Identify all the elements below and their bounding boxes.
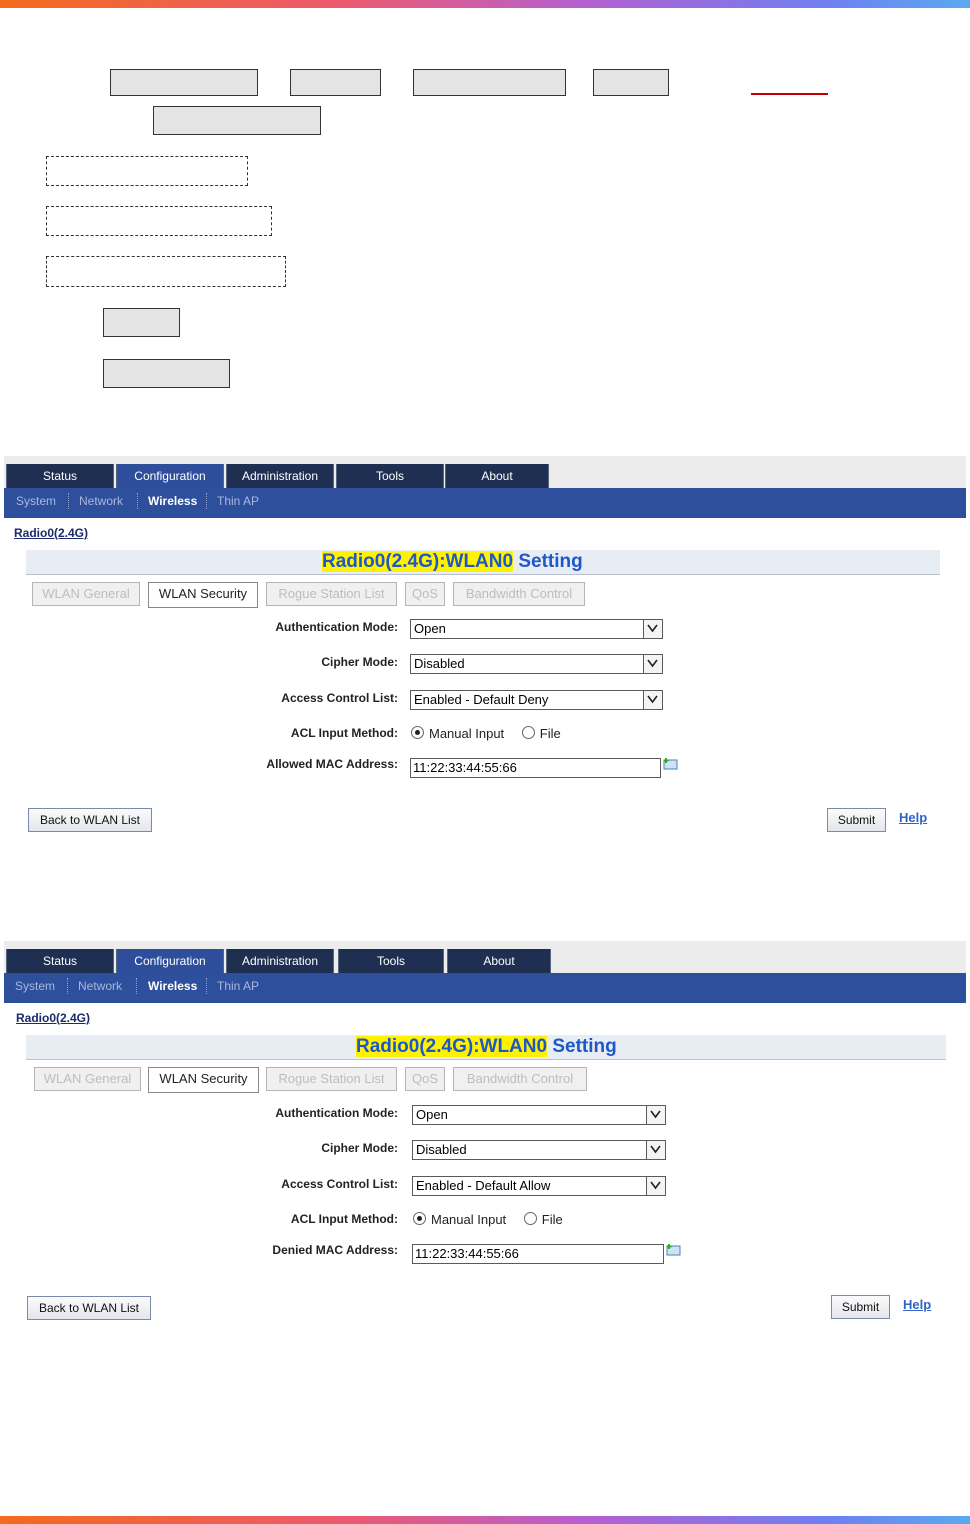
add-entry-icon[interactable] xyxy=(663,757,678,770)
subnav-network[interactable]: Network xyxy=(79,494,124,508)
auth-mode-select[interactable] xyxy=(412,1105,666,1125)
cipher-mode-select[interactable] xyxy=(412,1140,666,1160)
section-tab-wlan-security[interactable]: WLAN Security xyxy=(148,1067,259,1093)
config-panel-2 xyxy=(4,941,966,1321)
subnav-network[interactable]: Network xyxy=(78,979,123,993)
subnav-system[interactable]: System xyxy=(16,494,57,508)
chevron-down-icon xyxy=(646,1141,665,1159)
back-to-wlan-list-button[interactable]: Back to WLAN List xyxy=(27,1296,151,1320)
radio-breadcrumb-link[interactable]: Radio0(2.4G) xyxy=(14,526,89,540)
acl-input-method-group xyxy=(413,1211,563,1227)
subnav-separator xyxy=(67,978,69,994)
page-title-band xyxy=(26,550,940,575)
radio-breadcrumb-link[interactable]: Radio0(2.4G) xyxy=(16,1011,91,1025)
acl-select[interactable] xyxy=(410,690,663,710)
redacted-block xyxy=(110,69,258,96)
acl-value: Enabled - Default Deny xyxy=(414,692,549,707)
help-link[interactable]: Help xyxy=(899,810,928,825)
section-tab-rogue-station-list[interactable]: Rogue Station List xyxy=(266,582,397,606)
acl-label: Access Control List: xyxy=(281,691,398,705)
auth-mode-label: Authentication Mode: xyxy=(275,620,398,634)
section-tab-wlan-security[interactable]: WLAN Security xyxy=(148,582,258,608)
file-option[interactable]: File xyxy=(539,726,561,741)
redacted-block xyxy=(413,69,566,96)
section-tab-wlan-general[interactable]: WLAN General xyxy=(34,1067,141,1091)
cipher-mode-label: Cipher Mode: xyxy=(321,655,398,669)
redacted-dashed-box xyxy=(46,256,286,287)
auth-mode-label: Authentication Mode: xyxy=(275,1106,398,1120)
manual-input-option[interactable]: Manual Input xyxy=(429,726,505,741)
auth-mode-value: Open xyxy=(416,1107,448,1122)
main-tab-bar xyxy=(4,941,966,973)
section-tab-bandwidth-control[interactable]: Bandwidth Control xyxy=(453,1067,587,1091)
tab-administration[interactable]: Administration xyxy=(226,464,334,488)
subnav-thin-ap[interactable]: Thin AP xyxy=(217,494,260,508)
manual-input-option[interactable]: Manual Input xyxy=(431,1212,507,1227)
config-panel-1 xyxy=(4,456,966,844)
main-tab-bar xyxy=(4,456,966,488)
auth-mode-value: Open xyxy=(414,621,446,636)
radio-icon[interactable] xyxy=(524,1212,537,1225)
tab-about[interactable]: About xyxy=(447,949,551,973)
page-title-rest: Setting xyxy=(547,1036,617,1057)
page-title-band xyxy=(26,1035,946,1060)
page-title-rest: Setting xyxy=(513,551,583,572)
file-option[interactable]: File xyxy=(541,1212,563,1227)
top-gradient-bar xyxy=(0,0,970,8)
acl-select[interactable] xyxy=(412,1176,666,1196)
sub-navigation xyxy=(4,973,966,1003)
sub-navigation xyxy=(4,488,966,518)
subnav-system[interactable]: System xyxy=(15,979,56,993)
radio-icon[interactable] xyxy=(411,726,424,739)
cipher-mode-label: Cipher Mode: xyxy=(321,1141,398,1155)
tab-status[interactable]: Status xyxy=(6,949,114,973)
tab-administration[interactable]: Administration xyxy=(226,949,334,973)
redacted-block xyxy=(103,308,180,337)
chevron-down-icon xyxy=(646,1177,665,1195)
page-title xyxy=(356,1036,617,1058)
help-link[interactable]: Help xyxy=(903,1297,932,1312)
redacted-dashed-box xyxy=(46,206,272,236)
acl-label: Access Control List: xyxy=(281,1177,398,1191)
mac-address-label: Denied MAC Address: xyxy=(272,1243,398,1257)
redacted-block xyxy=(593,69,669,96)
subnav-separator xyxy=(137,493,139,509)
radio-icon[interactable] xyxy=(413,1212,426,1225)
redacted-block xyxy=(153,106,321,135)
mac-address-input[interactable]: 11:22:33:44:55:66 xyxy=(412,1244,664,1264)
mac-address-input[interactable]: 11:22:33:44:55:66 xyxy=(410,758,661,778)
section-tab-wlan-general[interactable]: WLAN General xyxy=(32,582,140,606)
add-entry-icon[interactable] xyxy=(666,1243,681,1256)
tab-configuration[interactable]: Configuration xyxy=(116,464,224,488)
cipher-mode-value: Disabled xyxy=(414,656,465,671)
tab-configuration[interactable]: Configuration xyxy=(116,949,224,973)
mac-address-label: Allowed MAC Address: xyxy=(266,757,398,771)
subnav-separator xyxy=(136,978,138,994)
submit-button[interactable]: Submit xyxy=(827,808,886,832)
page-title-highlight: Radio0(2.4G):WLAN0 xyxy=(356,1036,548,1057)
tab-about[interactable]: About xyxy=(445,464,549,488)
auth-mode-select[interactable] xyxy=(410,619,663,639)
subnav-separator xyxy=(206,493,208,509)
subnav-separator xyxy=(68,493,70,509)
radio-icon[interactable] xyxy=(522,726,535,739)
subnav-wireless[interactable]: Wireless xyxy=(148,494,198,508)
acl-input-method-group xyxy=(411,725,561,741)
chevron-down-icon xyxy=(646,1106,665,1124)
redacted-block xyxy=(290,69,381,96)
acl-input-method-label: ACL Input Method: xyxy=(290,1212,398,1226)
chevron-down-icon xyxy=(643,691,662,709)
tab-tools[interactable]: Tools xyxy=(336,464,444,488)
subnav-wireless[interactable]: Wireless xyxy=(148,979,198,993)
bottom-gradient-bar xyxy=(0,1516,970,1524)
tab-status[interactable]: Status xyxy=(6,464,114,488)
section-tab-bandwidth-control[interactable]: Bandwidth Control xyxy=(453,582,585,606)
tab-tools[interactable]: Tools xyxy=(338,949,444,973)
subnav-separator xyxy=(206,978,208,994)
section-tab-qos[interactable]: QoS xyxy=(405,1067,445,1091)
subnav-thin-ap[interactable]: Thin AP xyxy=(217,979,260,993)
section-tab-qos[interactable]: QoS xyxy=(405,582,445,606)
submit-button[interactable]: Submit xyxy=(831,1295,890,1319)
chevron-down-icon xyxy=(643,655,662,673)
cipher-mode-value: Disabled xyxy=(416,1142,467,1157)
page-title xyxy=(322,551,583,573)
acl-value: Enabled - Default Allow xyxy=(416,1178,551,1193)
redacted-block xyxy=(103,359,230,388)
page-title-highlight: Radio0(2.4G):WLAN0 xyxy=(322,551,514,572)
redacted-dashed-box xyxy=(46,156,248,186)
acl-input-method-label: ACL Input Method: xyxy=(290,726,398,740)
back-to-wlan-list-button[interactable]: Back to WLAN List xyxy=(28,808,152,832)
chevron-down-icon xyxy=(643,620,662,638)
section-tab-rogue-station-list[interactable]: Rogue Station List xyxy=(266,1067,397,1091)
redacted-link-underline xyxy=(751,93,828,95)
cipher-mode-select[interactable] xyxy=(410,654,663,674)
